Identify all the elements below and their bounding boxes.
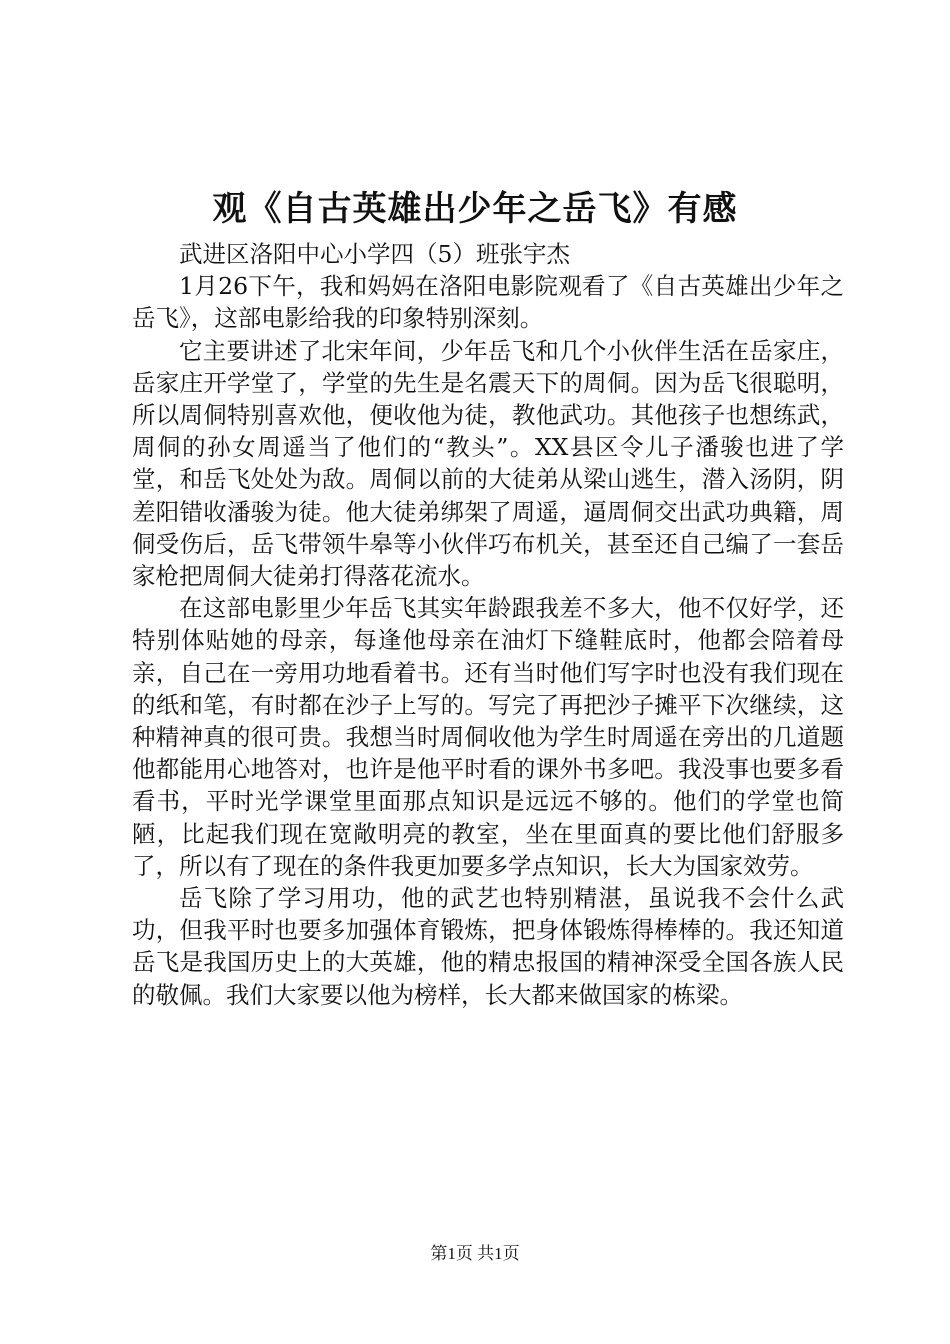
document-title: 观《自古英雄出少年之岳飞》有感 — [212, 189, 738, 229]
page-number-footer: 第1页 共1页 — [430, 1244, 520, 1263]
paragraph-2: 它主要讲述了北宋年间，少年岳飞和几个小伙伴生活在岳家庄，岳家庄开学堂了，学堂的先生是名震天下的周侗。因为岳飞很聪明，所以周侗特别喜欢他，便收他为徒，教他武功。其他孩子也想练武，周侗的孙女周遥当了他们的“教头”。XX县区令儿子潘骏也进了学堂，和岳飞处处为敌。周侗以前的大徒弟从梁山逃生，潜入汤阴，阴差阳错收潘骏为徒。他大徒弟绑架了周遥，逼周侗交出武功典籍，周侗受伤后，岳飞带领牛皋等小伙伴巧布机关，甚至还自己编了一套岳家枪把周侗大徒弟打得落花流水。 — [132, 336, 844, 591]
paragraph-1: 1月26下午，我和妈妈在洛阳电影院观看了《自古英雄出少年之岳飞》，这部电影给我的印象特别深刻。 — [132, 272, 844, 333]
paragraph-3: 在这部电影里少年岳飞其实年龄跟我差不多大，他不仅好学，还特别体贴她的母亲，每逢他母亲在油灯下缝鞋底时，他都会陪着母亲，自己在一旁用功地看着书。还有当时他们写字时也没有我们现在的纸和笔，有时都在沙子上写的。写完了再把沙子摊平下次继续，这种精神真的很可贵。我想当时周侗收他为学生时周遥在旁出的几道题他都能用心地答对，也许是他平时看的课外书多吧。我没事也要多看看书，平时光学课堂里面那点知识是远远不够的。他们的学堂也简陋，比起我们现在宽敞明亮的教室，坐在里面真的要比他们舒服多了，所以有了现在的条件我更加要多学点知识，长大为国家效劳。 — [132, 594, 844, 880]
author-line: 武进区洛阳中心小学四（5）班张宇杰 — [179, 240, 570, 268]
document-body — [132, 238, 844, 1011]
paragraph-4: 岳飞除了学习用功，他的武艺也特别精湛，虽说我不会什么武功，但我平时也要多加强体育锻炼，把身体锻炼得棒棒的。我还知道岳飞是我国历史上的大英雄，他的精忠报国的精神深受全国各族人民的敬佩。我们大家要以他为榜样，长大都来做国家的栋梁。 — [132, 884, 844, 1009]
